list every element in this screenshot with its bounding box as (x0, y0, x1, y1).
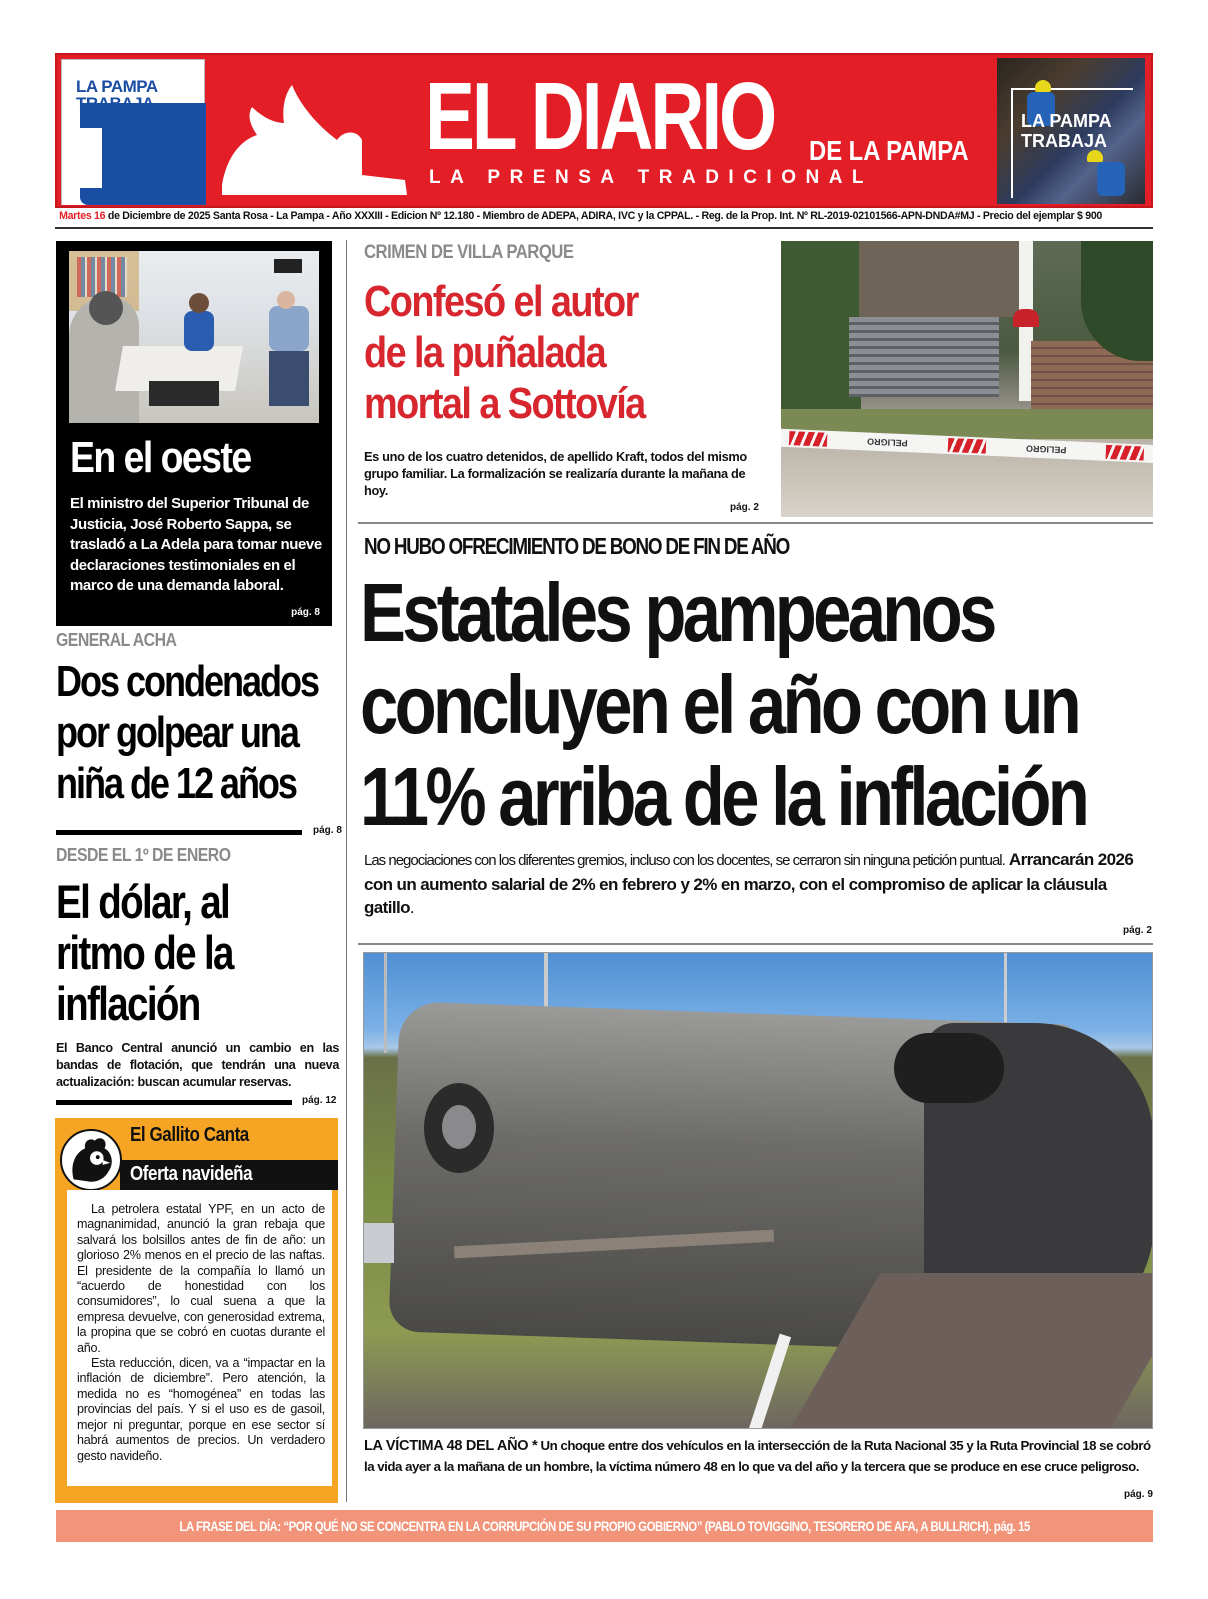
dateline-date: de Diciembre de 2025 (107, 210, 211, 222)
column-title: Oferta navideña (130, 1163, 253, 1185)
lead-main: Las negociaciones con los diferentes gremios, incluso con los docentes, se cerraron sin ninguna petición puntual. Arrancarán 2026 con un aumento salarial de 2% en febrero y 2% en marzo, con el compromiso de aplicar la cláusula gatillo. (364, 850, 1134, 917)
column-title-band (120, 1160, 338, 1190)
la-pampa-trabaja-badge-left (61, 59, 205, 205)
tape-label: PELIGRO (866, 436, 908, 449)
frase-del-dia-text: LA FRASE DEL DÍA: “POR QUÉ NO SE CONCENTRA EN LA CORRUPCIÓN DE SU PROPIO GOBIERNO” (PABLO TOVIGGINO, TESORERO DE AFA, A BULLRICH). pág. 15 (179, 1518, 1030, 1534)
car-crash-photo (363, 952, 1153, 1429)
kicker-general-acha: GENERAL ACHA (56, 630, 177, 650)
story-en-el-oeste[interactable] (56, 241, 332, 626)
la-pampa-trabaja-badge-right (997, 58, 1145, 204)
summary-en-el-oeste: El ministro del Superior Tribunal de Justicia, José Roberto Sappa, se trasladó a La Adela para tomar nueve declaraciones testimoniales en el marco de una demanda laboral. (70, 495, 322, 594)
dateline (56, 210, 1154, 222)
summary-dolar: El Banco Central anunció un cambio en las bandas de flotación, que tendrán una nueva actualización: buscan acumular reservas. (56, 1041, 339, 1089)
page-ref: pág. 2 (730, 502, 759, 513)
photo-caption (364, 1436, 1154, 1478)
caption-text: Un choque entre dos vehículos en la intersección de la Ruta Nacional 35 y la Ruta Provincial 18 se cobró la vida ayer a la mañana de un hombre, la víctima número 48 en lo que va del año y la tercera que se produce en ese cruce peligroso. (364, 1438, 1151, 1474)
page-ref: pág. 8 (313, 825, 342, 836)
column-el-gallito-canta[interactable] (55, 1118, 338, 1503)
masthead-rule (55, 227, 1153, 229)
column-section-title: El Gallito Canta (130, 1124, 249, 1146)
masthead (55, 53, 1153, 208)
page-ref: pág. 2 (1123, 925, 1152, 936)
page-ref: pág. 12 (302, 1095, 337, 1106)
headline-crimen: Confesó el autor de la puñalada mortal a Sottovía (364, 277, 645, 428)
kicker-main: NO HUBO OFRECIMIENTO DE BONO DE FIN DE AÑO (364, 533, 790, 559)
page-ref: pág. 9 (1124, 1489, 1153, 1500)
column-divider (346, 240, 347, 1502)
page-ref: pág. 8 (291, 607, 320, 618)
divider-bar (56, 830, 302, 835)
column-body: La petrolera estatal YPF, en un acto de magnanimidad, anunció la gran rebaja que salvará los bolsillos antes de fin de año: un glorioso 2% menos en el precio de las naftas. El presidente de la compañía lo llamó un “acuerdo de honestidad con los consumidores”, lo cual suena a que la empresa devuelve, con generosidad extrema, la propina que se cobró en cuotas durante el año. Esta reducción, dicen, va a “impactar en la inflación de diciembre”. Pero atención, la medida no es “homogénea” en todas las provincias del país. Y si el uso es de gasoil, mejor ni preguntar, porque en ese sector sí habrá aumentos de precios. Un verdadero gesto navideño. (77, 1202, 325, 1463)
headline-main: Estatales pampeanos concluyen el año con un 11% arriba de la inflación (360, 566, 1087, 843)
worker-helmet-icon (1087, 150, 1103, 162)
badge-right-text: LA PAMPA TRABAJA (1021, 111, 1112, 151)
headline-en-el-oeste: En el oeste (70, 433, 251, 482)
kicker-crimen: CRIMEN DE VILLA PARQUE (364, 242, 574, 263)
headline-dolar: El dólar, al ritmo de la inflación (56, 875, 233, 1030)
frase-del-dia-banner[interactable] (56, 1510, 1153, 1542)
sun-logo-icon (222, 85, 412, 195)
newspaper-title-suffix: DE LA PAMPA (809, 135, 969, 166)
newspaper-tagline: LA PRENSA TRADICIONAL (429, 167, 874, 188)
section-rule (358, 943, 1153, 945)
summary-crimen: Es uno de los cuatro detenidos, de apellido Kraft, todos del mismo grupo familiar. La formalización se realizaría durante la mañana de hoy. (364, 449, 747, 498)
caption-lead: LA VÍCTIMA 48 DEL AÑO * (364, 1438, 538, 1454)
crime-scene-photo: PELIGRO PELIGRO (781, 241, 1153, 517)
section-rule (358, 522, 1153, 524)
dateline-day: Martes 16 (59, 210, 106, 222)
headline-general-acha: Dos condenados por golpear una niña de 12 años (56, 657, 318, 808)
divider-bar (56, 1100, 292, 1105)
rooster-icon (60, 1129, 122, 1191)
worker-helmet-icon (1035, 80, 1051, 92)
dateline-info: Santa Rosa - La Pampa - Año XXXIII - Edicion Nº 12.180 - Miembro de ADEPA, ADIRA, IVC y la CPPAL. - Reg. de la Prop. Int. Nº RL-2019-02101566-APN-DNDA#MJ - Precio del ejemplar $ 900 (212, 210, 1102, 222)
newspaper-title: EL DIARIO (425, 63, 775, 170)
kicker-dolar: DESDE EL 1º DE ENERO (56, 845, 231, 865)
badge-left-text: LA PAMPA TRABAJA (76, 77, 158, 113)
courtroom-photo (69, 251, 319, 423)
